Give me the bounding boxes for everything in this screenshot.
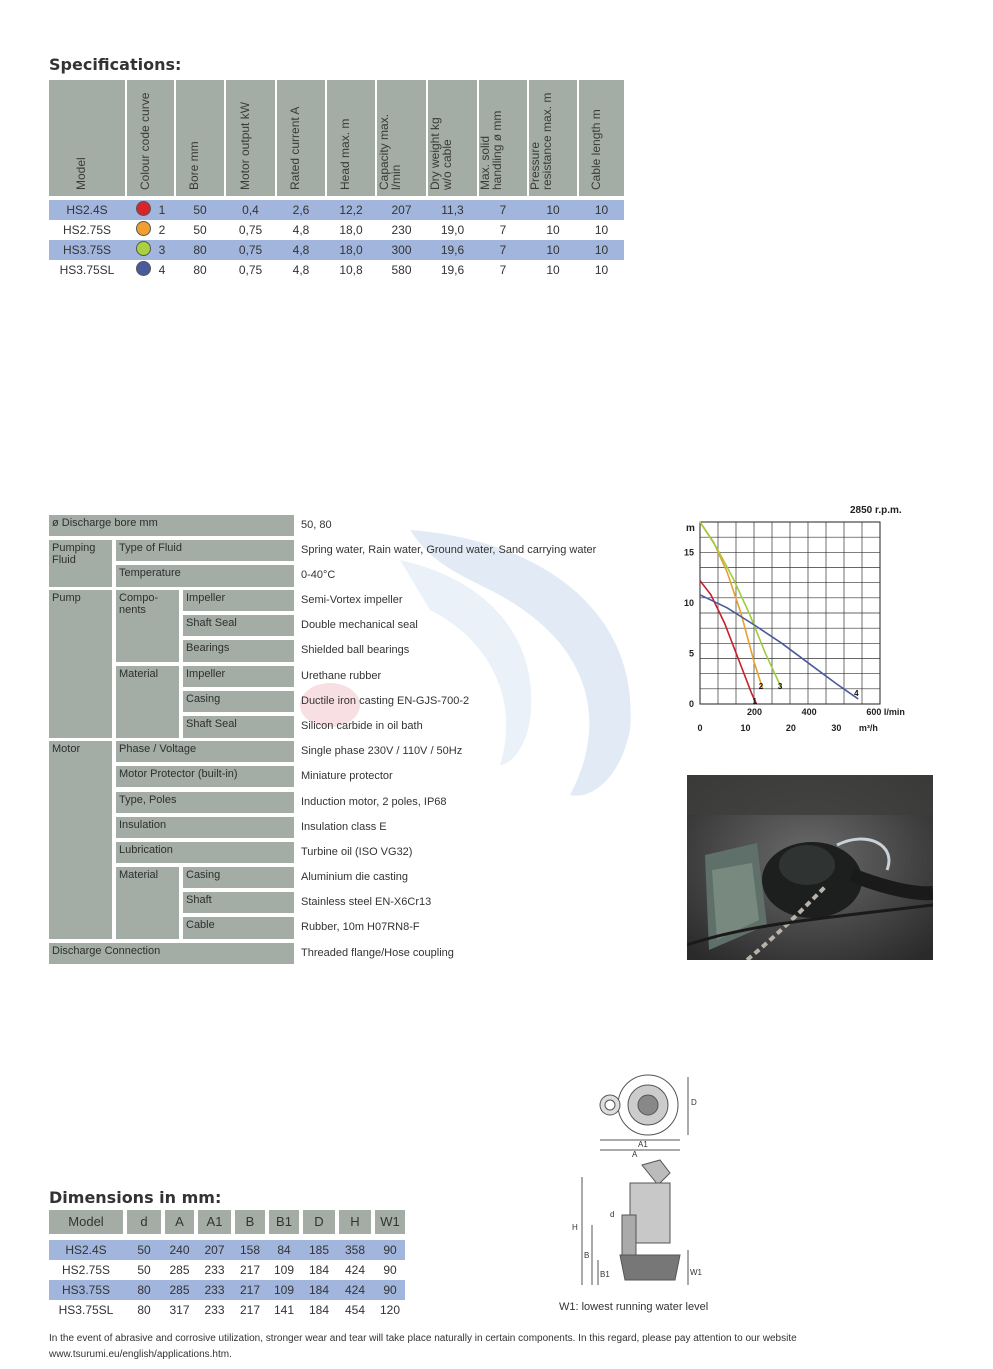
spec-cell-current: 4,8 xyxy=(292,263,310,277)
dim-cell: 120 xyxy=(379,1303,401,1317)
dim-cell: 184 xyxy=(308,1263,330,1277)
temperature-label: Temperature xyxy=(116,565,294,587)
dim-cell: 233 xyxy=(204,1263,225,1277)
dim-cell: 109 xyxy=(273,1283,295,1297)
type-poles-value: Induction motor, 2 poles, IP68 xyxy=(301,796,447,808)
spec-row xyxy=(49,220,624,240)
chart-tick-label: 200 xyxy=(747,707,763,717)
dim-cell: 424 xyxy=(344,1283,366,1297)
spec-cell-solid: 7 xyxy=(499,223,507,237)
dim-cell: 50 xyxy=(137,1243,151,1257)
col-header-solid: Max. solid handling ø mm xyxy=(479,80,527,196)
dim-cell: 285 xyxy=(169,1283,190,1297)
spec-cell-weight: 19,6 xyxy=(440,263,465,277)
spec-cell-head: 18,0 xyxy=(339,243,363,257)
spec-cell-model: HS3.75S xyxy=(62,243,112,257)
watermark-swoosh xyxy=(290,520,650,800)
dim-row xyxy=(49,1300,405,1320)
components-label: Compo- nents xyxy=(116,590,179,662)
spec-row xyxy=(49,240,624,260)
dim-cell: 90 xyxy=(383,1243,397,1257)
dimensions-title: Dimensions in mm: xyxy=(49,1188,222,1207)
spec-cell-cable: 10 xyxy=(594,223,609,237)
spec-cell-pressure: 10 xyxy=(546,263,560,277)
spec-cell-output: 0,75 xyxy=(238,263,263,277)
dim-cell: 80 xyxy=(137,1303,151,1317)
type-of-fluid-value: Spring water, Rain water, Ground water, Sand carrying water xyxy=(301,544,597,556)
label-d-small: d xyxy=(610,1210,615,1219)
chart-tick-label: 15 xyxy=(683,547,694,558)
chart-tick-label: 30 xyxy=(831,723,842,733)
dim-cell: 424 xyxy=(344,1263,366,1277)
dim-row xyxy=(49,1240,405,1260)
pump-installation-photo xyxy=(687,775,933,960)
spec-cell-weight: 19,6 xyxy=(440,243,465,257)
specifications-title: Specifications: xyxy=(49,55,182,74)
col-header-model: Model xyxy=(49,80,125,196)
spec-cell-cable: 10 xyxy=(594,243,609,257)
dim-cell: 233 xyxy=(204,1303,225,1317)
dim-cell: HS2.75S xyxy=(61,1263,111,1277)
spec-cell-bore: 80 xyxy=(193,263,207,277)
spec-cell-current: 4,8 xyxy=(292,243,310,257)
dim-col-header: A xyxy=(165,1210,194,1234)
label-b1: B1 xyxy=(600,1270,610,1279)
motor-casing-value: Aluminium die casting xyxy=(301,871,408,883)
chart-series-label: 1 xyxy=(752,697,757,706)
spec-cell-current: 2,6 xyxy=(292,203,310,217)
dim-col-header: H xyxy=(339,1210,371,1234)
col-header-head: Head max. m xyxy=(327,80,375,196)
dim-cell: 141 xyxy=(273,1303,295,1317)
dim-cell: 217 xyxy=(239,1283,261,1297)
dim-cell: HS2.4S xyxy=(65,1243,107,1257)
spec-cell-bore: 50 xyxy=(193,223,207,237)
label-h: H xyxy=(572,1223,578,1232)
spec-cell-model: HS2.75S xyxy=(62,223,112,237)
cable-label: Cable xyxy=(183,917,294,939)
dim-cell: 207 xyxy=(204,1243,225,1257)
dim-col-header: D xyxy=(303,1210,335,1234)
col-header-pressure: Pressure resistance max. m xyxy=(529,80,577,196)
dim-cell: 84 xyxy=(277,1243,291,1257)
discharge-bore-value: 50, 80 xyxy=(301,519,332,531)
spec-cell-pressure: 10 xyxy=(546,243,560,257)
material-impeller-label: Impeller xyxy=(183,666,294,687)
dim-row xyxy=(49,1260,405,1280)
spec-cell-bore: 80 xyxy=(193,243,207,257)
chart-tick-label: 400 xyxy=(801,707,817,717)
footer-note: In the event of abrasive and corrosive utilization, stronger wear and tear will take place naturally in certain components. In this regard, please pay attention to our website www.tsurumi.eu/english/applications.htm. xyxy=(49,1333,797,1360)
phase-voltage-label: Phase / Voltage xyxy=(116,741,294,762)
colour-dot-icon xyxy=(136,201,151,216)
spec-cell-output: 0,75 xyxy=(238,223,263,237)
spec-cell-solid: 7 xyxy=(499,243,507,257)
col-header-bore: Bore mm xyxy=(176,80,224,196)
spec-row xyxy=(49,260,624,280)
spec-cell-capacity: 300 xyxy=(391,243,412,257)
spec-cell-pressure: 10 xyxy=(546,223,560,237)
dim-cell: 184 xyxy=(308,1303,330,1317)
shaft-seal-value: Double mechanical seal xyxy=(301,619,418,631)
colour-dot-icon xyxy=(136,241,151,256)
spec-cell-output: 0,4 xyxy=(242,203,259,217)
dim-cell: 109 xyxy=(273,1263,295,1277)
chart-tick-label: 10 xyxy=(740,723,751,733)
dim-col-header: Model xyxy=(49,1210,123,1234)
colour-code-cell: 3 xyxy=(127,240,174,260)
casing-label: Casing xyxy=(183,691,294,712)
label-b: B xyxy=(584,1251,590,1260)
insulation-label: Insulation xyxy=(116,817,294,838)
spec-cell-capacity: 580 xyxy=(391,263,412,277)
type-of-fluid-label: Type of Fluid xyxy=(116,540,294,561)
impeller-label: Impeller xyxy=(183,590,294,611)
discharge-connection-value: Threaded flange/Hose coupling xyxy=(301,947,454,959)
dim-cell: 358 xyxy=(344,1243,366,1257)
insulation-value: Insulation class E xyxy=(301,821,387,833)
colour-code-cell: 1 xyxy=(127,200,174,220)
shaft-seal-label: Shaft Seal xyxy=(183,615,294,636)
dimension-drawing xyxy=(570,1065,710,1295)
spec-cell-model: HS2.4S xyxy=(66,203,108,217)
phase-voltage-value: Single phase 230V / 110V / 50Hz xyxy=(301,745,463,757)
chart-tick-label: 600 l/min xyxy=(866,707,905,717)
chart-tick-label: 5 xyxy=(688,648,694,659)
dim-cell: 50 xyxy=(137,1263,151,1277)
spec-cell-capacity: 230 xyxy=(391,223,412,237)
material-shaft-seal-value: Silicon carbide in oil bath xyxy=(301,720,423,732)
dim-cell: HS3.75SL xyxy=(58,1303,114,1317)
col-header-output: Motor output kW xyxy=(226,80,275,196)
bearings-label: Bearings xyxy=(183,640,294,662)
shaft-label: Shaft xyxy=(183,892,294,913)
dim-cell: 217 xyxy=(239,1303,261,1317)
lubrication-value: Turbine oil (ISO VG32) xyxy=(301,846,413,858)
motor-protector-label: Motor Protector (built-in) xyxy=(116,766,294,787)
dim-cell: 185 xyxy=(308,1243,330,1257)
performance-curve-chart xyxy=(670,500,920,740)
col-header-capacity: Capacity max. l/min xyxy=(377,80,426,196)
chart-tick-label: 0 xyxy=(697,723,703,733)
chart-series-label: 3 xyxy=(777,681,783,691)
dim-cell: 233 xyxy=(204,1283,225,1297)
casing-value: Ductile iron casting EN-GJS-700-2 xyxy=(301,695,470,707)
dim-cell: 454 xyxy=(344,1303,366,1317)
dim-cell: 158 xyxy=(239,1243,261,1257)
dim-cell: 285 xyxy=(169,1263,190,1277)
spec-cell-head: 10,8 xyxy=(339,263,363,277)
chart-series-label: 2 xyxy=(758,681,764,691)
discharge-connection-label: Discharge Connection xyxy=(49,943,294,964)
motor-protector-value: Miniature protector xyxy=(301,770,393,782)
spec-cell-weight: 11,3 xyxy=(441,203,464,217)
colour-dot-icon xyxy=(136,261,151,276)
label-w1: W1 xyxy=(690,1268,702,1277)
col-header-current: Rated current A xyxy=(277,80,325,196)
col-header-weight: Dry weight kg w/o cable xyxy=(428,80,477,196)
col-header-cable: Cable length m xyxy=(579,80,624,196)
spec-cell-head: 18,0 xyxy=(339,223,363,237)
type-poles-label: Type, Poles xyxy=(116,792,294,813)
spec-cell-current: 4,8 xyxy=(292,223,310,237)
motor-label: Motor xyxy=(49,741,112,939)
shaft-value: Stainless steel EN-X6Cr13 xyxy=(301,896,432,908)
drawing-caption: W1: lowest running water level xyxy=(559,1301,709,1313)
chart-title: 2850 r.p.m. xyxy=(850,505,902,516)
dim-col-header: W1 xyxy=(375,1210,405,1234)
colour-code-cell: 4 xyxy=(127,260,174,280)
label-d: D xyxy=(691,1098,697,1107)
material-impeller-value: Urethane rubber xyxy=(301,670,382,682)
dim-cell: HS3.75S xyxy=(61,1283,111,1297)
discharge-bore-label: ø Discharge bore mm xyxy=(49,515,294,536)
spec-cell-bore: 50 xyxy=(193,203,207,217)
spec-row xyxy=(49,200,624,220)
dim-col-header: B xyxy=(235,1210,265,1234)
label-a: A xyxy=(632,1150,638,1159)
motor-casing-label: Casing xyxy=(183,867,294,888)
colour-dot-icon xyxy=(136,221,151,236)
dim-cell: 80 xyxy=(137,1283,151,1297)
bearings-value: Shielded ball bearings xyxy=(301,644,410,656)
material-shaft-seal-label: Shaft Seal xyxy=(183,716,294,738)
dim-cell: 317 xyxy=(169,1303,190,1317)
cable-value: Rubber, 10m H07RN8-F xyxy=(301,921,420,933)
dim-row xyxy=(49,1280,405,1300)
chart-y-unit: m xyxy=(686,523,695,534)
chart-tick-label: 0 xyxy=(688,699,694,709)
chart-tick-label: 10 xyxy=(683,597,694,608)
chart-tick-label: 20 xyxy=(785,723,796,733)
spec-cell-output: 0,75 xyxy=(238,243,263,257)
motor-material-label: Material xyxy=(116,867,179,939)
dim-col-header: B1 xyxy=(269,1210,299,1234)
pumping-fluid-label: Pumping Fluid xyxy=(49,540,112,587)
pump-material-label: Material xyxy=(116,666,179,738)
spec-cell-solid: 7 xyxy=(499,263,507,277)
dim-cell: 184 xyxy=(308,1283,330,1297)
dim-cell: 90 xyxy=(383,1263,397,1277)
spec-cell-model: HS3.75SL xyxy=(59,263,115,277)
lubrication-label: Lubrication xyxy=(116,842,294,863)
spec-cell-cable: 10 xyxy=(594,203,609,217)
colour-code-cell: 2 xyxy=(127,220,174,240)
spec-cell-capacity: 207 xyxy=(391,203,412,217)
temperature-value: 0-40°C xyxy=(301,569,336,581)
col-header-colour: Colour code curve xyxy=(127,80,174,196)
label-a1: A1 xyxy=(638,1140,648,1149)
spec-cell-solid: 7 xyxy=(499,203,507,217)
dim-col-header: d xyxy=(127,1210,161,1234)
chart-series-label: 4 xyxy=(854,688,859,698)
chart-tick-label: m³/h xyxy=(858,723,878,733)
dim-cell: 240 xyxy=(169,1243,190,1257)
pump-label: Pump xyxy=(49,590,112,738)
spec-cell-head: 12,2 xyxy=(339,203,363,217)
spec-cell-weight: 19,0 xyxy=(440,223,465,237)
spec-cell-pressure: 10 xyxy=(546,203,560,217)
dim-cell: 217 xyxy=(239,1263,261,1277)
impeller-value: Semi-Vortex impeller xyxy=(301,594,403,606)
dim-col-header: A1 xyxy=(198,1210,231,1234)
specs-header-row xyxy=(49,80,624,196)
spec-cell-cable: 10 xyxy=(594,263,609,277)
dim-cell: 90 xyxy=(383,1283,397,1297)
